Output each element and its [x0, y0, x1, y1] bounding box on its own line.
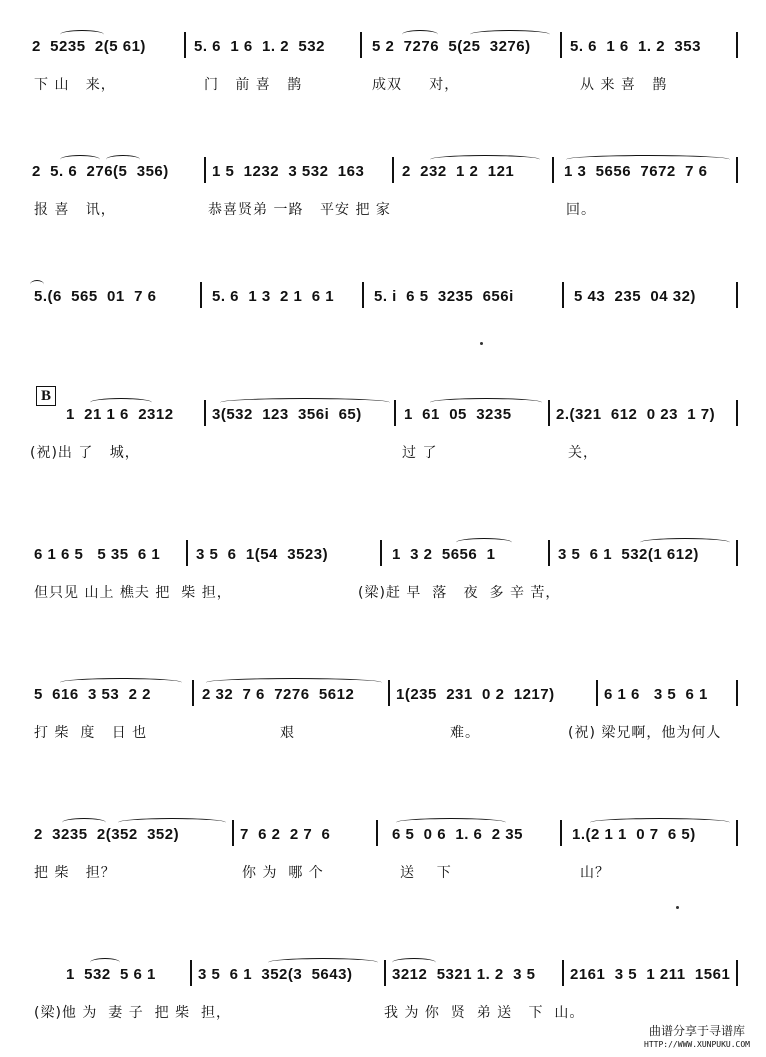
measure: 2 232 1 2 121	[402, 163, 515, 180]
slur	[456, 538, 512, 547]
slur	[396, 818, 506, 827]
lyric-text: 成双 对，	[372, 77, 460, 93]
barline	[736, 820, 738, 846]
barline	[362, 282, 364, 308]
measure: 5. 6 1 3 2 1 6 1	[212, 288, 335, 305]
slur	[402, 30, 438, 39]
measure: 2.(321 612 0 23 1 7)	[556, 406, 716, 423]
slur	[392, 958, 436, 967]
barline	[232, 820, 234, 846]
lyric-text: 平安 把 家	[320, 202, 391, 218]
barline	[192, 680, 194, 706]
slur	[470, 30, 550, 39]
barline	[596, 680, 598, 706]
measure: 1 532 5 6 1	[66, 966, 156, 983]
slur	[30, 280, 44, 289]
barline	[736, 157, 738, 183]
slur	[90, 398, 152, 407]
slur	[60, 678, 182, 687]
lyric-text: (梁)赶 早 落 夜 多 辛 苦，	[358, 585, 561, 601]
slur	[60, 30, 104, 39]
measure: 3 5 6 1 532(1 612)	[558, 546, 699, 563]
barline	[190, 960, 192, 986]
lyric-text: 过 了	[402, 445, 438, 461]
slur	[566, 155, 730, 164]
barline	[736, 960, 738, 986]
measure: 1 21 1 6 2312	[66, 406, 174, 423]
lyric-text: 送 下	[400, 865, 452, 881]
measure: 1 5 1232 3 532 163	[212, 163, 365, 180]
measure: 1(235 231 0 2 1217)	[396, 686, 555, 703]
barline	[736, 32, 738, 58]
lyric-text: 我 为 你 贤 弟 送 下 山。	[384, 1005, 585, 1021]
barline	[736, 400, 738, 426]
barline	[204, 400, 206, 426]
notation-line	[0, 280, 766, 308]
measure: 6 1 6 5 5 35 6 1	[34, 546, 161, 563]
notation-line	[0, 155, 766, 183]
barline	[186, 540, 188, 566]
barline	[384, 960, 386, 986]
lyric-text: 难。	[450, 725, 480, 741]
lyric-text: (祝) 梁兄啊，他为何人	[568, 725, 722, 741]
slur	[430, 155, 540, 164]
section-marker: B	[36, 386, 56, 406]
measure: 6 5 0 6 1. 6 2 35	[392, 826, 523, 843]
lyric-text: 从 来 喜 鹊	[580, 77, 668, 93]
measure: 3212 5321 1. 2 3 5	[392, 966, 536, 983]
measure: 7 6 2 2 7 6	[240, 826, 331, 843]
measure: 5. i 6 5 3235 656i	[374, 288, 514, 305]
lyric-text: 回。	[566, 202, 596, 218]
measure: 5.(6 565 01 7 6	[34, 288, 157, 305]
measure: 1 3 2 5656 1	[392, 546, 496, 563]
measure: 5 43 235 04 32)	[574, 288, 696, 305]
barline	[548, 400, 550, 426]
slur	[268, 958, 378, 967]
barline	[376, 820, 378, 846]
barline	[392, 157, 394, 183]
site-watermark	[644, 1025, 750, 1051]
lyric-text: 门 前 喜 鹊	[204, 77, 303, 93]
lyric-text: (祝)出 了 城，	[30, 445, 140, 461]
barline	[388, 680, 390, 706]
slur	[90, 958, 120, 967]
measure: 2 3235 2(352 352)	[34, 826, 180, 843]
measure: 3 5 6 1(54 3523)	[196, 546, 329, 563]
notation-line	[0, 398, 766, 426]
slur	[640, 538, 730, 547]
notation-line	[0, 958, 766, 986]
stray-dot	[676, 906, 679, 909]
measure: 1 3 5656 7672 7 6	[564, 163, 708, 180]
watermark-url: HTTP://WWW.XUNPUKU.COM	[644, 1040, 750, 1049]
measure: 5. 6 1 6 1. 2 353	[570, 38, 701, 55]
measure: 3(532 123 356i 65)	[212, 406, 362, 423]
measure: 3 5 6 1 352(3 5643)	[198, 966, 353, 983]
measure: 5 2 7276 5(25 3276)	[372, 38, 531, 55]
measure: 2 5235 2(5 61)	[32, 38, 146, 55]
lyric-text: 关，	[568, 445, 598, 461]
notation-line	[0, 538, 766, 566]
barline	[360, 32, 362, 58]
slur	[590, 818, 730, 827]
slur	[106, 155, 140, 164]
stray-dot	[480, 342, 483, 345]
barline	[380, 540, 382, 566]
barline	[736, 282, 738, 308]
slur	[220, 398, 390, 407]
slur	[430, 398, 542, 407]
slur	[206, 678, 382, 687]
measure: 1 61 05 3235	[404, 406, 512, 423]
slur	[60, 155, 100, 164]
lyric-text: 下 山 来，	[34, 77, 116, 93]
barline	[736, 680, 738, 706]
barline	[562, 282, 564, 308]
measure: 2161 3 5 1 211 1561	[570, 966, 731, 983]
lyric-text: 艰	[280, 725, 295, 741]
lyric-text: 但只见 山上 樵夫 把 柴 担，	[34, 585, 232, 601]
lyric-text: 报 喜 讯，	[34, 202, 116, 218]
lyric-text: 打 柴 度 日 也	[34, 725, 148, 741]
measure: 2 32 7 6 7276 5612	[202, 686, 355, 703]
lyric-text: 你 为 哪 个	[242, 865, 324, 881]
lyric-text: 把 柴 担？	[34, 865, 116, 881]
barline	[552, 157, 554, 183]
barline	[548, 540, 550, 566]
measure: 5. 6 1 6 1. 2 532	[194, 38, 325, 55]
watermark-brand: 曲谱分享于寻谱库	[649, 1024, 746, 1038]
measure: 1.(2 1 1 0 7 6 5)	[572, 826, 696, 843]
barline	[562, 960, 564, 986]
measure: 6 1 6 3 5 6 1	[604, 686, 708, 703]
barline	[204, 157, 206, 183]
lyric-text: 山？	[580, 865, 610, 881]
notation-line	[0, 30, 766, 58]
barline	[200, 282, 202, 308]
barline	[736, 540, 738, 566]
lyric-text: (梁)他 为 妻 子 把 柴 担，	[34, 1005, 231, 1021]
notation-line	[0, 818, 766, 846]
barline	[560, 820, 562, 846]
barline	[560, 32, 562, 58]
barline	[184, 32, 186, 58]
lyric-text: 恭喜贤弟 一路	[208, 202, 304, 218]
notation-line	[0, 678, 766, 706]
slur	[62, 818, 106, 827]
measure: 2 5. 6 276(5 356)	[32, 163, 169, 180]
barline	[394, 400, 396, 426]
slur	[118, 818, 226, 827]
measure: 5 616 3 53 2 2	[34, 686, 151, 703]
